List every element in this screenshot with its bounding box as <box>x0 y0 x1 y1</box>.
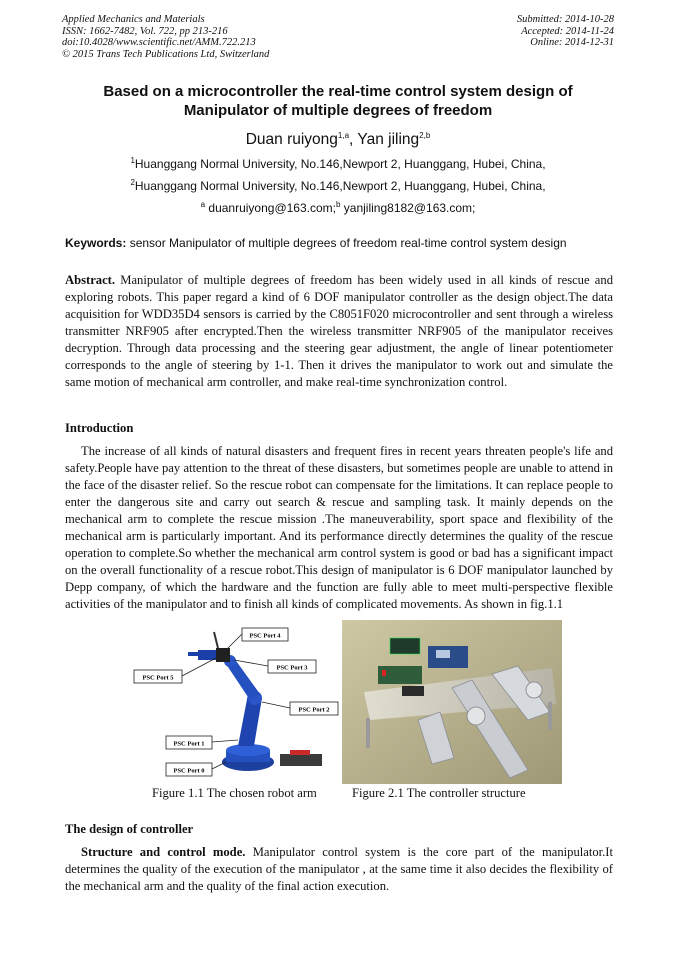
arm-gripper-finger <box>188 652 200 656</box>
paper-title <box>62 82 614 120</box>
abstract <box>65 272 613 391</box>
emails <box>62 201 614 215</box>
accepted-date: Accepted: 2014-11-24 <box>521 25 614 37</box>
figure-2-controller-photo <box>342 620 562 784</box>
figure-1-robot-arm <box>130 622 340 787</box>
online-date: Online: 2014-12-31 <box>530 37 614 48</box>
keywords-label: Keywords: <box>65 236 127 250</box>
arm-gripper-rod <box>214 632 218 648</box>
keywords-text: sensor Manipulator of multiple degrees of freedom real-time control system design <box>126 236 567 250</box>
design-sub-label: Structure and control mode. <box>81 845 246 859</box>
keywords <box>65 236 567 250</box>
authors <box>62 131 614 149</box>
affiliation-2-sup: 2 <box>130 178 135 187</box>
title-line-1: Based on a microcontroller the real-time control system design of <box>103 83 573 100</box>
photo-connector <box>402 686 424 696</box>
email-b-sup: b <box>336 200 341 209</box>
label-psc-port-4 <box>226 628 288 650</box>
journal-header <box>62 14 269 60</box>
arm-board-chip <box>290 750 310 755</box>
author-1: Duan ruiyong <box>245 131 338 148</box>
author-2: Yan jiling <box>357 131 420 148</box>
copyright: © 2015 Trans Tech Publications Ltd, Switzerland <box>62 48 270 60</box>
svg-text:PSC Port 2: PSC Port 2 <box>298 706 330 714</box>
svg-text:PSC Port 5: PSC Port 5 <box>142 674 174 682</box>
affiliation-1 <box>62 157 614 171</box>
title-line-2: Manipulator of multiple degrees of freedom <box>183 102 493 119</box>
affiliation-1-sup: 1 <box>130 156 135 165</box>
photo-lcd-module <box>390 638 420 654</box>
svg-text:PSC Port 1: PSC Port 1 <box>173 740 205 748</box>
svg-text:PSC Port 0: PSC Port 0 <box>173 767 205 775</box>
issn: ISSN: 1662-7482, Vol. 722, pp 213-216 <box>62 25 228 37</box>
photo-post-1 <box>366 718 370 748</box>
design-heading: The design of controller <box>65 822 194 836</box>
svg-text:PSC Port 3: PSC Port 3 <box>276 664 308 672</box>
affiliation-1-text: Huanggang Normal University, No.146,Newport 2, Huanggang, Hubei, China, <box>134 157 546 171</box>
photo-joint-1 <box>526 682 542 698</box>
label-psc-port-3 <box>234 660 316 673</box>
email-a-sup: a <box>200 200 206 209</box>
label-psc-port-5 <box>134 658 216 683</box>
figure-1-caption: Figure 1.1 The chosen robot arm <box>152 786 317 800</box>
affiliation-2-text: Huanggang Normal University, No.146,Newport 2, Huanggang, Hubei, China, <box>134 179 546 193</box>
author-1-sup: 1,a <box>337 130 350 140</box>
arm-controller-board <box>280 754 322 766</box>
abstract-label: Abstract. <box>65 273 116 287</box>
author-2-sup: 2,b <box>419 130 431 140</box>
submitted-date: Submitted: 2014-10-28 <box>516 14 614 25</box>
journal-name: Applied Mechanics and Materials <box>62 14 205 25</box>
label-psc-port-2 <box>262 702 338 715</box>
photo-joint-2 <box>467 707 485 725</box>
abstract-text: Manipulator of multiple degrees of freedom has been widely used in all kinds of rescue and exploring robots. This paper regard a kind of 6 DOF manipulator controller as the design object.The data acquisition for WDD35D4 sensors is carried by the C8051F020 microcontroller and sent through a wireless transmitter NRF905 after encrypted.Then the wireless transmitter NRF905 of the manipulator receives decryption. Through data processing and the steering gear adjustment, the angle of linear potentiometer corresponds to the angle of steering by 1-1. Then it drives the manipulator to work out and simulate the same motion of mechanical arm controller, and make real-time synchronization control. <box>65 273 613 389</box>
label-psc-port-0 <box>166 762 226 776</box>
figure-2-caption: Figure 2.1 The controller structure <box>352 786 526 800</box>
email-b[interactable]: yanjiling8182@163.com; <box>340 201 476 215</box>
photo-lcd-screen <box>436 650 450 658</box>
design-text: Manipulator control system is the core part of the manipulator.It determines the quality of the execution of the manipulator , at the same time it also decides the flexibility of the mechanical arm and the quality of the final action execution. <box>65 845 613 893</box>
photo-led <box>382 670 386 676</box>
doi: doi:10.4028/www.scientific.net/AMM.722.213 <box>62 37 256 48</box>
arm-wrist-servo <box>216 648 230 662</box>
svg-text:PSC Port 4: PSC Port 4 <box>249 632 281 640</box>
author-separator: , <box>349 131 358 148</box>
email-a[interactable]: duanruiyong@163.com; <box>205 201 336 215</box>
photo-post-2 <box>548 702 552 730</box>
dates-header <box>517 14 614 49</box>
design-paragraph <box>65 844 613 895</box>
arm-gripper-body <box>198 650 216 660</box>
introduction-text: The increase of all kinds of natural disasters and frequent fires in recent years threaten people's life and safety.People have pay attention to the threat of these disasters, but sometimes people are unable to attend in the face of the disaster relief. So the rescue robot can compensate for the limitations. It can replace people to enter the dangerous site and carry out search & rescue and sampling task. It mainly depends on the mechanical arm to complete the rescue mission .The maneuverability, sport space and flexibility of the mechanical arm is particularly important. And its performance directly determines the quality of the rescue operation to complete.So whether the mechanical arm control system is good or bad has a significant impact on the overall functionality of a rescue robot.This design of manipulator is 6 DOF manipulator launched by Depp company, of which the hardware and the function are fully able to meet multi-perspective flexible activities of the manipulator and to finish all kinds of complicated movements. As shown in fig.1.1 <box>65 444 613 611</box>
affiliation-2 <box>62 179 614 193</box>
label-psc-port-1 <box>166 736 238 749</box>
introduction-heading: Introduction <box>65 421 134 435</box>
